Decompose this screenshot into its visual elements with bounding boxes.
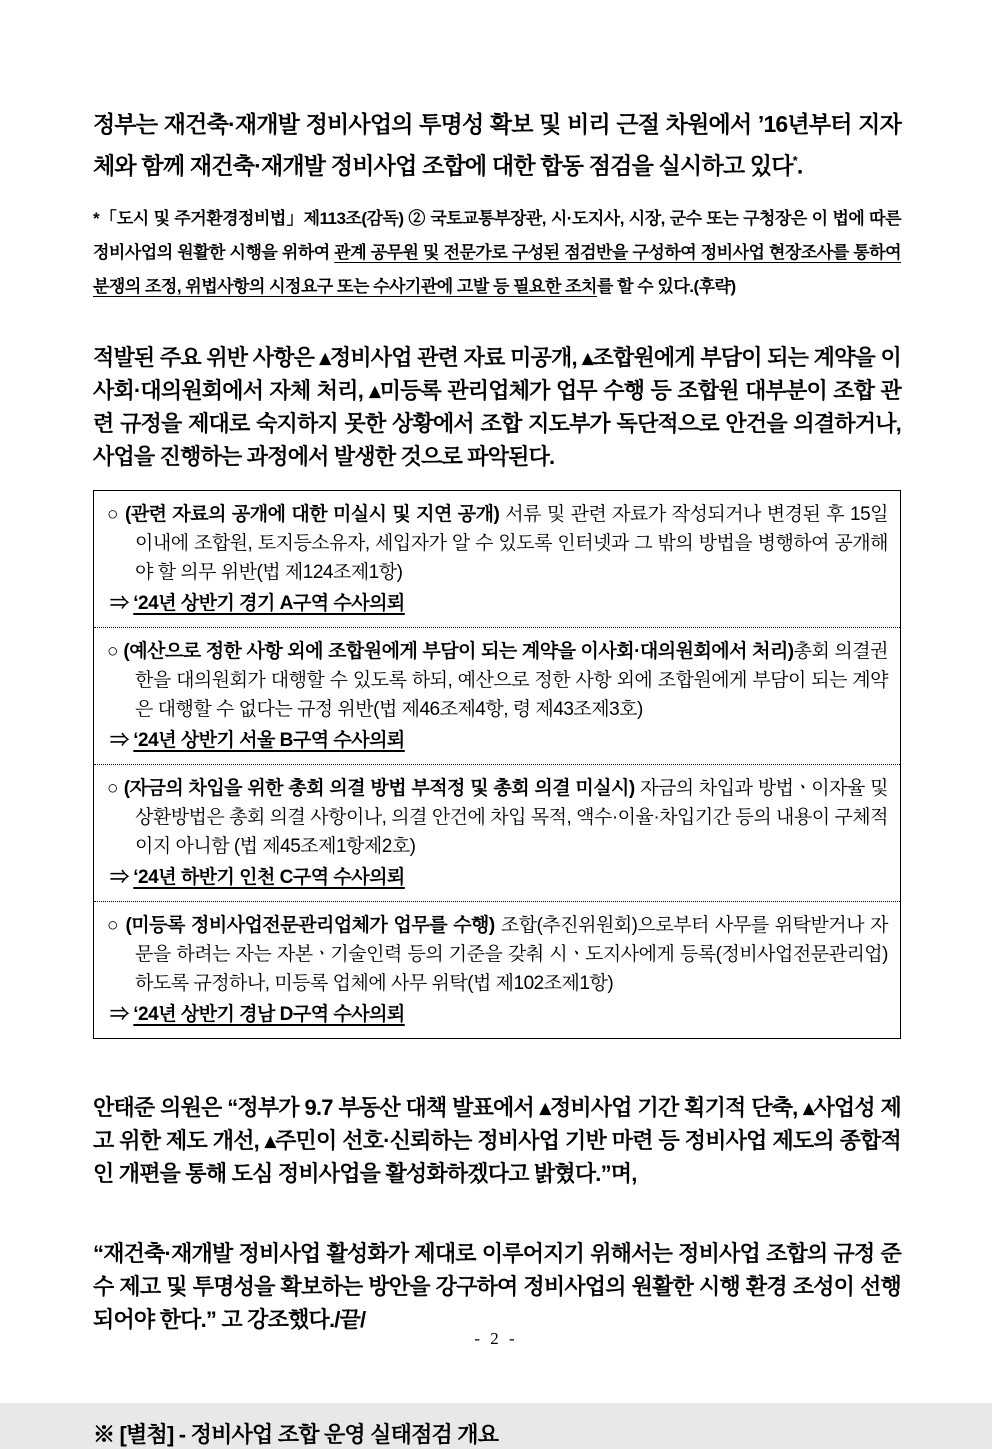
attachment-note: ※ [별첨] - 정비사업 조합 운영 실태점검 개요 bbox=[93, 1421, 499, 1447]
case-result-text: ‘24년 상반기 경기 A구역 수사의뢰 bbox=[133, 592, 405, 614]
footnote-lead: *「도시 및 주거환경정비법」제113조(감독) ② 국토교통부장관, 시·도지사, 시장, 군수 또는 구청장은 이 법에 따른 정비사업의 원활한 시행을 위하여 bbox=[93, 208, 901, 262]
case-result bbox=[107, 726, 888, 755]
case-result-text: ‘24년 하반기 인천 C구역 수사의뢰 bbox=[133, 866, 405, 888]
intro-text: 정부는 재건축·재개발 정비사업의 투명성 확보 및 비리 근절 차원에서 ’16년부터 지자체와 함께 재건축·재개발 정비사업 조합에 대한 합동 점검을 실시하고 있다 bbox=[93, 111, 901, 179]
case-head: (미등록 정비사업전문관리업체가 업무를 수행) bbox=[125, 914, 495, 936]
arrow-icon: ⇒ bbox=[110, 592, 134, 614]
lawmaker-statement-paragraph: 안태준 의원은 “정부가 9.7 부동산 대책 발표에서 ▴정비사업 기간 획기적 단축, ▴사업성 제고 위한 제도 개선, ▴주민이 선호·신뢰하는 정비사업 기반 마련 등 정비사업 제도의 종합적인 개편을 통해 도심 정비사업을 활성화하겠다고 밝혔다.”며, bbox=[93, 1094, 901, 1186]
case-body bbox=[107, 774, 888, 861]
arrow-icon: ⇒ bbox=[110, 866, 134, 888]
law-footnote bbox=[93, 202, 901, 304]
arrow-icon: ⇒ bbox=[110, 729, 134, 751]
case-text: 총회 의결권한을 대의원회가 대행할 수 있도록 하되, 예산으로 정한 사항 외에 조합원에게 부담이 되는 계약은 대행할 수 없다는 규정 위반(법 제46조제4항, 령 제43조제3호) bbox=[135, 640, 888, 720]
case-result-text: ‘24년 상반기 서울 B구역 수사의뢰 bbox=[133, 729, 405, 751]
case-result bbox=[107, 1000, 888, 1029]
footnote-tail: 를 할 수 있다.(후략) bbox=[596, 276, 736, 296]
intro-paragraph bbox=[93, 106, 901, 185]
case-bullet: ○ bbox=[107, 777, 124, 799]
case-bullet: ○ bbox=[107, 640, 124, 662]
case-head: (예산으로 정한 사항 외에 조합원에게 부담이 되는 계약을 이사회·대의원회에서 처리) bbox=[123, 640, 794, 662]
intro-period: . bbox=[796, 152, 803, 179]
case-item-1 bbox=[94, 491, 900, 627]
footnote-underlined: 관계 공무원 및 전문가로 구성된 점검반을 구성하여 정비사업 현장조사를 통하여 분쟁의 조정, 위법사항의 시정요구 또는 수사기관에 고발 등 필요한 조치 bbox=[93, 242, 901, 296]
case-result bbox=[107, 863, 888, 892]
case-head: (관련 자료의 공개에 대한 미실시 및 지연 공개) bbox=[125, 503, 500, 525]
case-bullet: ○ bbox=[107, 914, 126, 936]
case-item-2 bbox=[94, 627, 900, 764]
violations-summary-paragraph: 적발된 주요 위반 사항은 ▴정비사업 관련 자료 미공개, ▴조합원에게 부담이 되는 계약을 이사회·대의원회에서 자체 처리, ▴미등록 관리업체가 업무 수행 등 조합원 대부분이 조합 관련 규정을 제대로 숙지하지 못한 상황에서 조합 지도부가 독단적으로 안건을 의결하거나, 사업을 진행하는 과정에서 발생한 것으로 파악된다. bbox=[93, 344, 901, 469]
case-body bbox=[107, 500, 888, 587]
lawmaker-quote-paragraph: “재건축·재개발 정비사업 활성화가 제대로 이루어지기 위해서는 정비사업 조합의 규정 준수 제고 및 투명성을 확보하는 방안을 강구하여 정비사업의 원활한 시행 환경 조성이 선행되어야 한다.” 고 강조했다./끝/ bbox=[93, 1240, 901, 1332]
page-number: - 2 - bbox=[474, 1329, 518, 1348]
arrow-icon: ⇒ bbox=[110, 1003, 134, 1025]
violation-cases-box bbox=[93, 490, 901, 1039]
case-body bbox=[107, 637, 888, 724]
case-result-text: ‘24년 상반기 경남 D구역 수사의뢰 bbox=[133, 1003, 405, 1025]
footnote-marker: * bbox=[792, 154, 797, 168]
case-text: 조합(추진위원회)으로부터 사무를 위탁받거나 자문을 하려는 자는 자본ㆍ기술인력 등의 기준을 갖춰 시ㆍ도지사에게 등록(정비사업전문관리업) 하도록 규정하나, 미등록 업체에 사무 위탁(법 제102조제1항) bbox=[135, 914, 889, 994]
case-text: 서류 및 관련 자료가 작성되거나 변경된 후 15일 이내에 조합원, 토지등소유자, 세입자가 알 수 있도록 인터넷과 그 밖의 방법을 병행하여 공개해야 할 의무 위반(법 제124조제1항) bbox=[135, 503, 888, 583]
case-text: 자금의 차입과 방법ㆍ이자율 및 상환방법은 총회 의결 사항이나, 의결 안건에 차입 목적, 액수·이율·차입기간 등의 내용이 구체적이지 아니함 (법 제45조제1항제2호) bbox=[135, 777, 889, 857]
case-item-4 bbox=[94, 901, 900, 1038]
case-item-3 bbox=[94, 764, 900, 901]
case-bullet: ○ bbox=[107, 503, 125, 525]
case-head: (자금의 차입을 위한 총회 의결 방법 부적정 및 총회 의결 미실시) bbox=[123, 777, 635, 799]
page-content bbox=[93, 106, 901, 1449]
case-body bbox=[107, 911, 888, 998]
case-result bbox=[107, 589, 888, 618]
